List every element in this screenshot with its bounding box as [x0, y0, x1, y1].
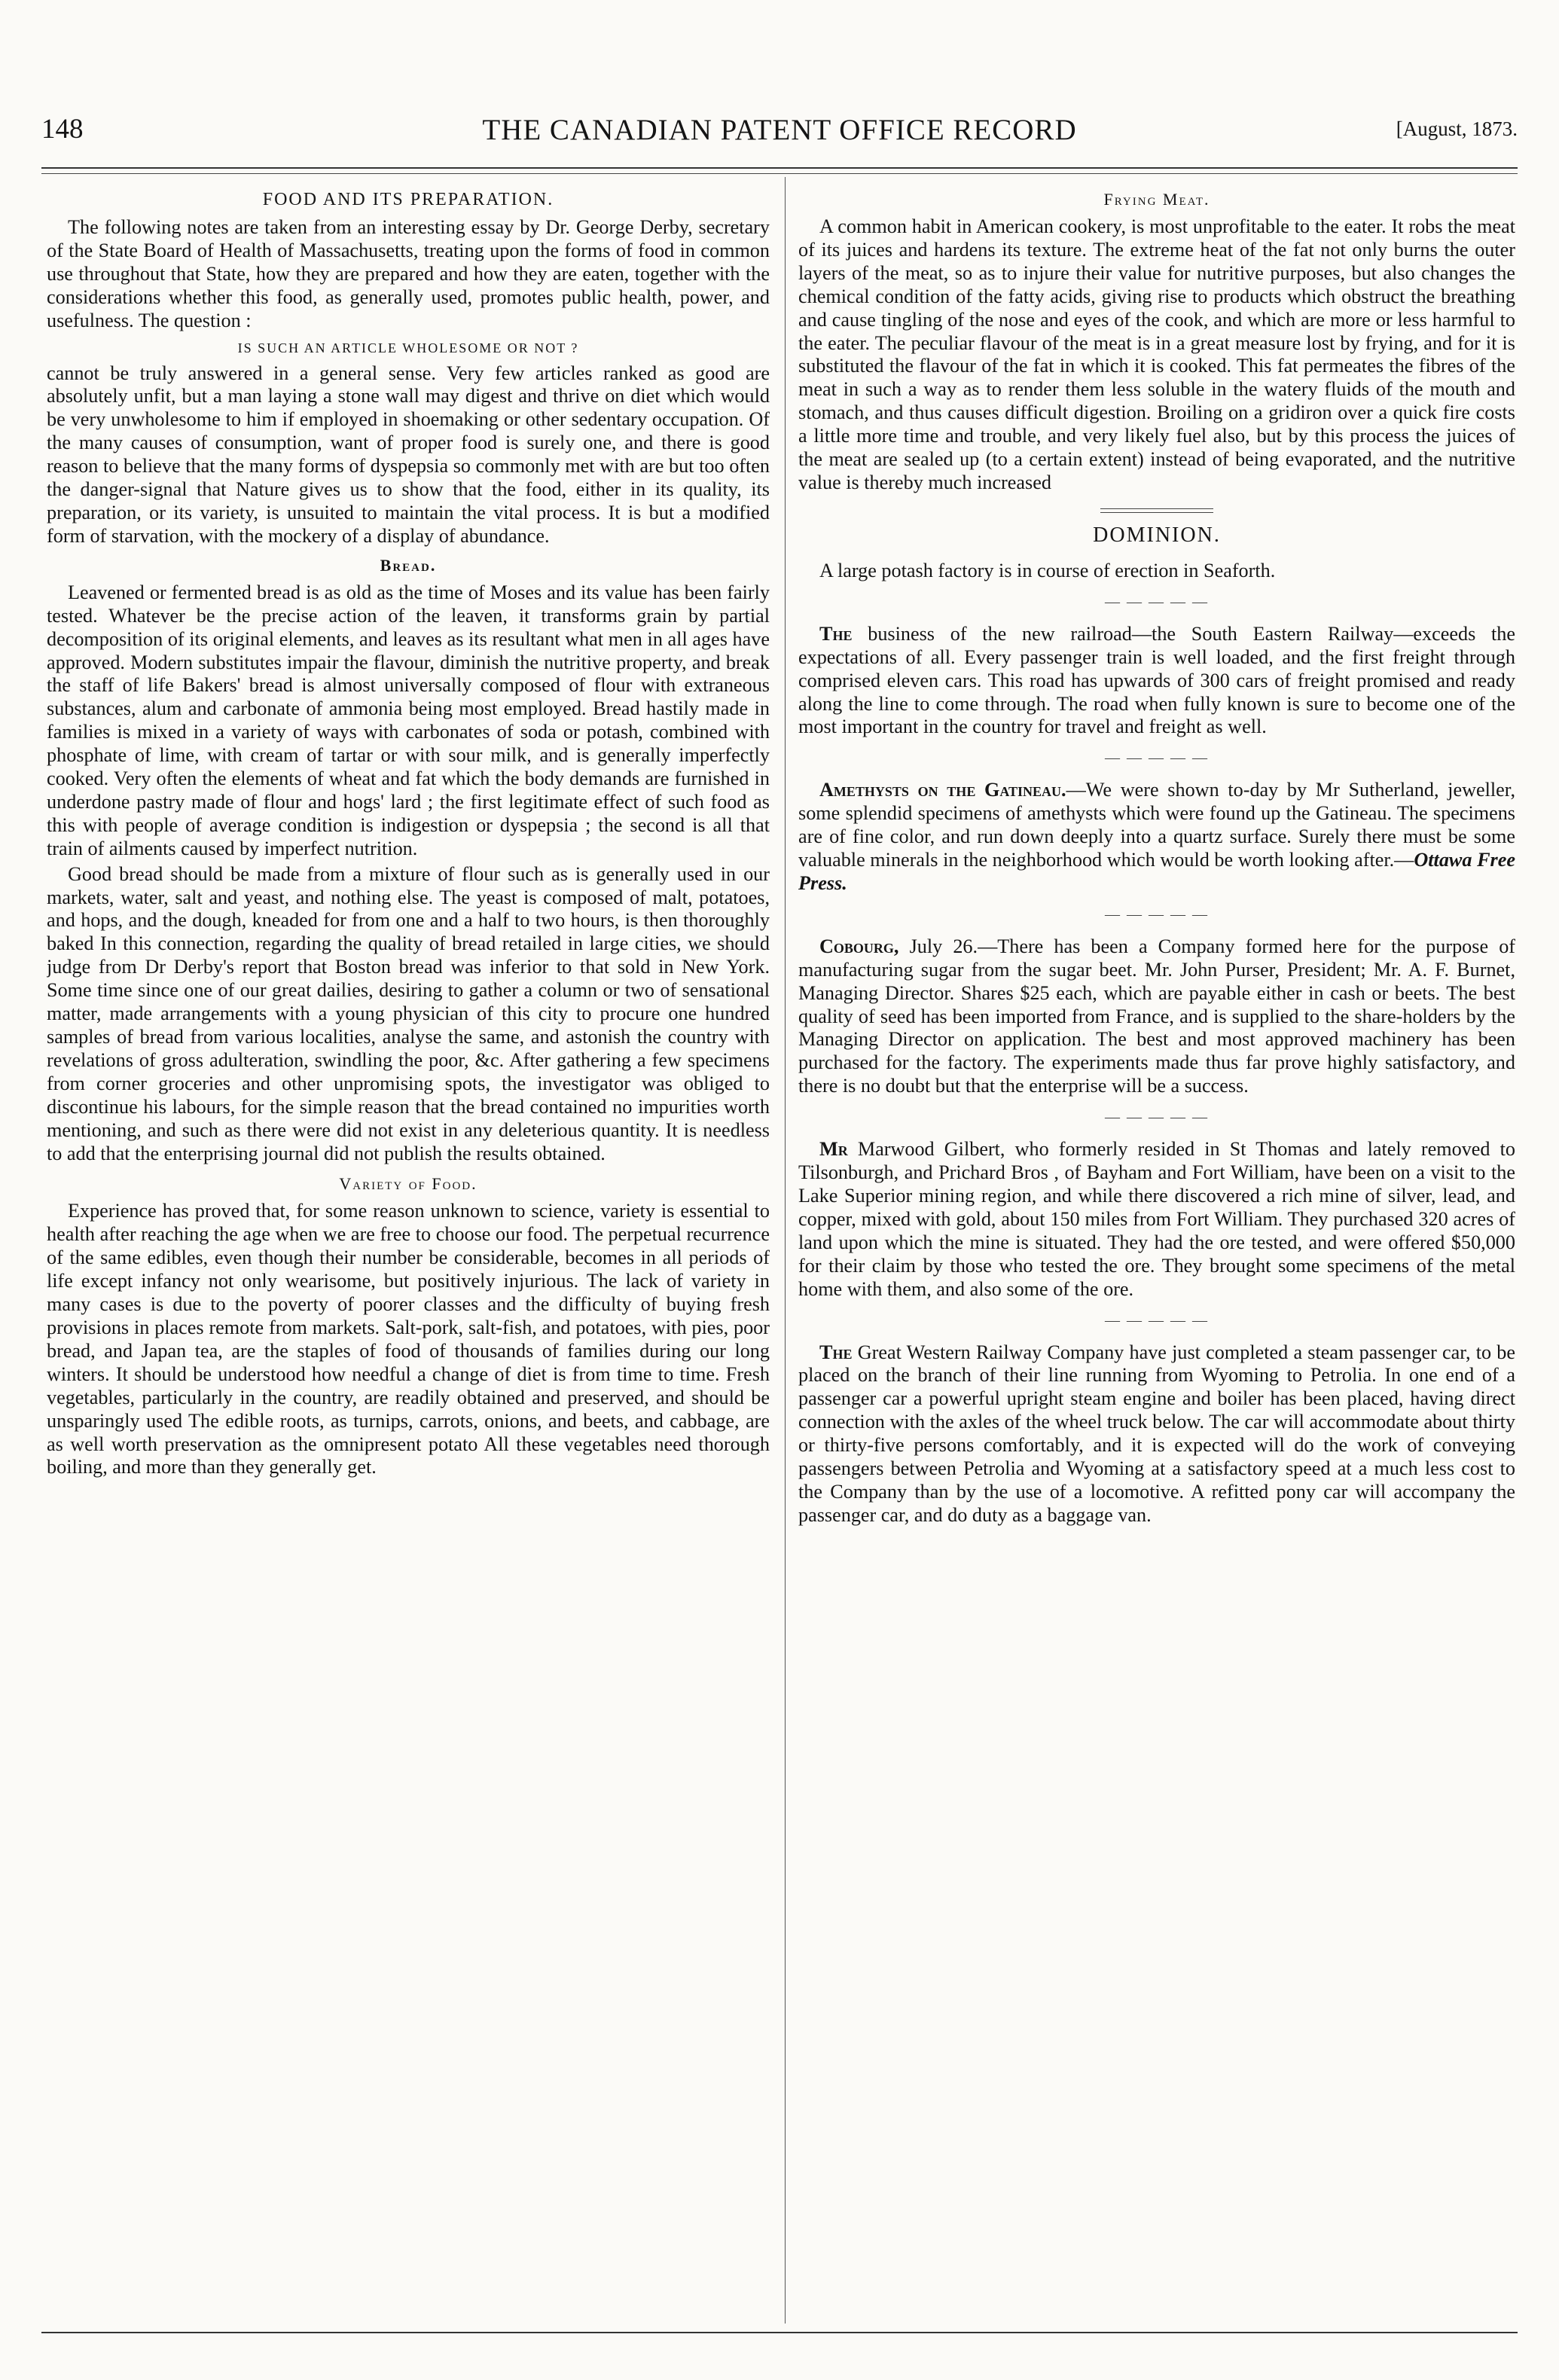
railway-paragraph [798, 623, 1515, 740]
item-separator-3: — — — — — [1105, 905, 1209, 923]
variety-heading: Variety of Food. [339, 1174, 477, 1194]
cobourg-lead: Cobourg, [819, 935, 899, 957]
cobourg-paragraph [798, 935, 1515, 1098]
footer-rule [41, 2332, 1518, 2333]
gilbert-paragraph [798, 1138, 1515, 1301]
section-double-rule [1100, 508, 1213, 513]
variety-paragraph: Experience has proved that, for some reason unknown to science, variety is essential to health after reaching the age when we are free to choose our food. The perpetual recurrence of the same edibles, even though their number be considerable, becomes in all periods of life except infancy not only wearisome, but positively injurious. The lack of variety in many cases is due to the poverty of poorer classes and the difficulty of buying fresh provisions in places remote from markets. Salt-pork, salt-fish, and potatoes, with pies, poor bread, and Japan tea, are the staples of food of thousands of families during our long winters. It should be understood how needful a change of diet is from time to time. Fresh vegetables, particularly in the country, are readily obtained and preserved, and should be unsparingly used The edible roots, as turnips, carrots, onions, and beets, and cabbage, are as well worth preservation as the omnipresent potato All these vegetables need thorough boiling, and more than they generally get. [47, 1200, 770, 1478]
column-divider [785, 177, 786, 2324]
article-heading-food: FOOD AND ITS PREPARATION. [262, 190, 554, 209]
great-western-lead: The [819, 1341, 853, 1363]
dominion-heading: DOMINION. [1093, 523, 1221, 547]
gilbert-text: Marwood Gilbert, who formerly resided in St Thomas and lately removed to Tilsonburgh, and Prichard Bros , of Bayham and Fort William, have been on a visit to the Lake Superior mining region, and while there discovered a rich mine of silver, lead, and copper, mixed with gold, about 150 miles from Fort William. They purchased 320 acres of land upon which the mine is situated. They had the ore tested, and were offered $50,000 for their claim by those who tested the ore. They brought some specimens of the metal home with them, and also some of the ore. [798, 1138, 1515, 1300]
bread-paragraph-1: Leavened or fermented bread is as old as the time of Moses and its value has been fairly tested. Whatever be the precise action of the leaven, it transforms grain by partial decomposition of its original elements, and leaves as its resultant what men in all ages have approved. Modern substitutes impair the flavour, diminish the nutritive property, and break the staff of life Bakers' bread is almost universally composed of flour with extraneous substances, alum and carbonate of ammonia being most employed. Bread hastily made in families is mixed in a variety of ways with carbonates of soda or potash, combined with phosphate of lime, with cream of tartar or with sour milk, and is generally imperfectly cooked. Very often the elements of wheat and fat which the body demands are furnished in underdone pastry made of flour and hogs' lard ; the first legitimate effect of such food as this with people of average condition is indigestion or dyspepsia ; the second is all that train of ailments caused by imperfect nutrition. [47, 581, 770, 859]
left-column [47, 190, 770, 2329]
page-header [41, 113, 1518, 158]
food-answer-paragraph: cannot be truly answered in a general sense. Very few articles ranked as good are absolutely unfit, but a man laying a stone wall may digest and thrive on diet which would be very unwholesome to him if employed in shoemaking or other sedentary occupation. Of the many causes of consumption, want of proper food is surely one, and there is good reason to believe that the many forms of dyspepsia so commonly met with are but too often the danger-signal that Nature gives us to show that the food, either in its quality, its preparation, or its variety, is unsuited to maintain the vital process. It is but a modified form of starvation, with the mockery of a display of abundance. [47, 362, 770, 547]
header-rule [41, 167, 1518, 169]
gilbert-lead: Mr [819, 1138, 848, 1161]
item-separator-5: — — — — — [1105, 1311, 1209, 1329]
amethysts-source: Ottawa Free Press. [798, 849, 1515, 894]
page-number: 148 [41, 114, 84, 145]
item-separator-1: — — — — — [1105, 593, 1209, 610]
right-column [798, 190, 1515, 2329]
amethysts-text: —We were shown to-day by Mr Sutherland, jeweller, some splendid specimens of amethysts which were found up the Gatineau. The specimens are of fine color, and run down deeply into a quartz surface. Surely there must be some valuable minerals in the neighborhood which would be worth looking after.— [798, 779, 1515, 871]
item-separator-2: — — — — — [1105, 749, 1209, 767]
railway-text: business of the new railroad—the South Eastern Railway—exceeds the expectations of all. Every passenger train is well loaded, and the first freight through comprised eleven cars. This road has upwards of 300 cars of freight promised and ready along the line to come through. The road when fully known is sure to become one of the most important in the country for travel and freight as well. [798, 622, 1515, 738]
food-intro-paragraph: The following notes are taken from an interesting essay by Dr. George Derby, secretary of the State Board of Health of Massachusetts, treating upon the forms of food in common use throughout that State, how they are prepared and how they are eaten, together with the considerations whether this food, as generally used, promotes public health, power, and usefulness. The question : [47, 216, 770, 331]
great-western-text: Great Western Railway Company have just completed a steam passenger car, to be placed on the branch of their line running from Wyoming to Petrolia. In one end of a passenger car a powerful upright steam engine and boiler has been placed, having direct connection with the axles of the wheel truck below. The car will accommodate about thirty or thirty-five persons comfortably, and it is expected will do the work of conveying passengers between Petrolia and Wyoming at a satisfactory speed at a much less cost to the Company than by the use of a locomotive. A refitted pony car will accompany the passenger car, and do duty as a baggage van. [798, 1341, 1515, 1526]
frying-paragraph: A common habit in American cookery, is most unprofitable to the eater. It robs the meat of its juices and hardens its texture. The extreme heat of the fat not only burns the outer layers of the meat, so as to injure their value for nutritive purposes, but also changes the chemical condition of the fatty acids, giving rise to products which obstruct the breathing and cause tingling of the nose and eyes of the cook, and which are more or less harmful to the eater. The peculiar flavour of the meat is in a great measure lost by frying, and for it is substituted the flavour of the fat in which it is cooked. This fat permeates the fibres of the meat in such a way as to render them less soluble in the watery fluids of the mouth and stomach, and thus causes difficult digestion. Broiling on a gridiron over a quick fire costs a little more time and trouble, and very likely fuel also, but by this process the juices of the meat are sealed up (to a certain extent) instead of being evaporated, and the nutritive value is thereby much increased [798, 215, 1515, 493]
railway-lead: The [819, 622, 853, 645]
amethysts-lead: Amethysts on the Gatineau. [819, 779, 1066, 801]
amethysts-paragraph [798, 779, 1515, 896]
potash-paragraph: A large potash factory is in course of erection in Seaforth. [819, 559, 1276, 581]
frying-heading: Frying Meat. [1103, 190, 1210, 209]
question-heading: IS SUCH AN ARTICLE WHOLESOME OR NOT ? [237, 340, 579, 355]
item-separator-4: — — — — — [1105, 1109, 1209, 1126]
great-western-paragraph [798, 1341, 1515, 1527]
running-title: THE CANADIAN PATENT OFFICE RECORD [482, 114, 1077, 146]
header-rule-thin [41, 173, 1518, 174]
cobourg-text: July 26.—There has been a Company formed here for the purpose of manufacturing sugar from the sugar beet. Mr. John Purser, President; Mr. A. F. Burnet, Managing Director. Shares $25 each, which are payable either in cash or beets. The best quality of seed has been imported from France, and is supplied to the share-holders by the Managing Director on application. The best and most approved machinery has been purchased for the factory. The experiments made thus far prove highly satisfactory, and there is no doubt but that the enterprise will be a success. [798, 935, 1515, 1097]
bread-heading: Bread. [380, 555, 437, 575]
issue-date: [August, 1873. [1396, 117, 1518, 140]
bread-paragraph-2: Good bread should be made from a mixture of flour such as is generally used in our markets, water, salt and yeast, and nothing else. The yeast is composed of malt, potatoes, and hops, and the dough, kneaded for from one and a half to two hours, is then thoroughly baked In this connection, regarding the quality of bread retailed in large cities, we should judge from Dr Derby's report that Boston bread was inferior to that sold in New York. Some time since one of our great dailies, desiring to gather a column or two of sensational matter, made arrangements with a young physician of this city to procure one hundred samples of bread from various localities, analyse the same, and astonish the country with revelations of gross adulteration, swindling the poor, &c. After gathering a few specimens from corner groceries and other unpromising spots, the investigator was obliged to discontinue his labours, for the simple reason that the bread contained no impurities worth mentioning, and such as there were did not exist in any deleterious quantity. It is needless to add that the enterprising journal did not publish the results obtained. [47, 862, 770, 1164]
